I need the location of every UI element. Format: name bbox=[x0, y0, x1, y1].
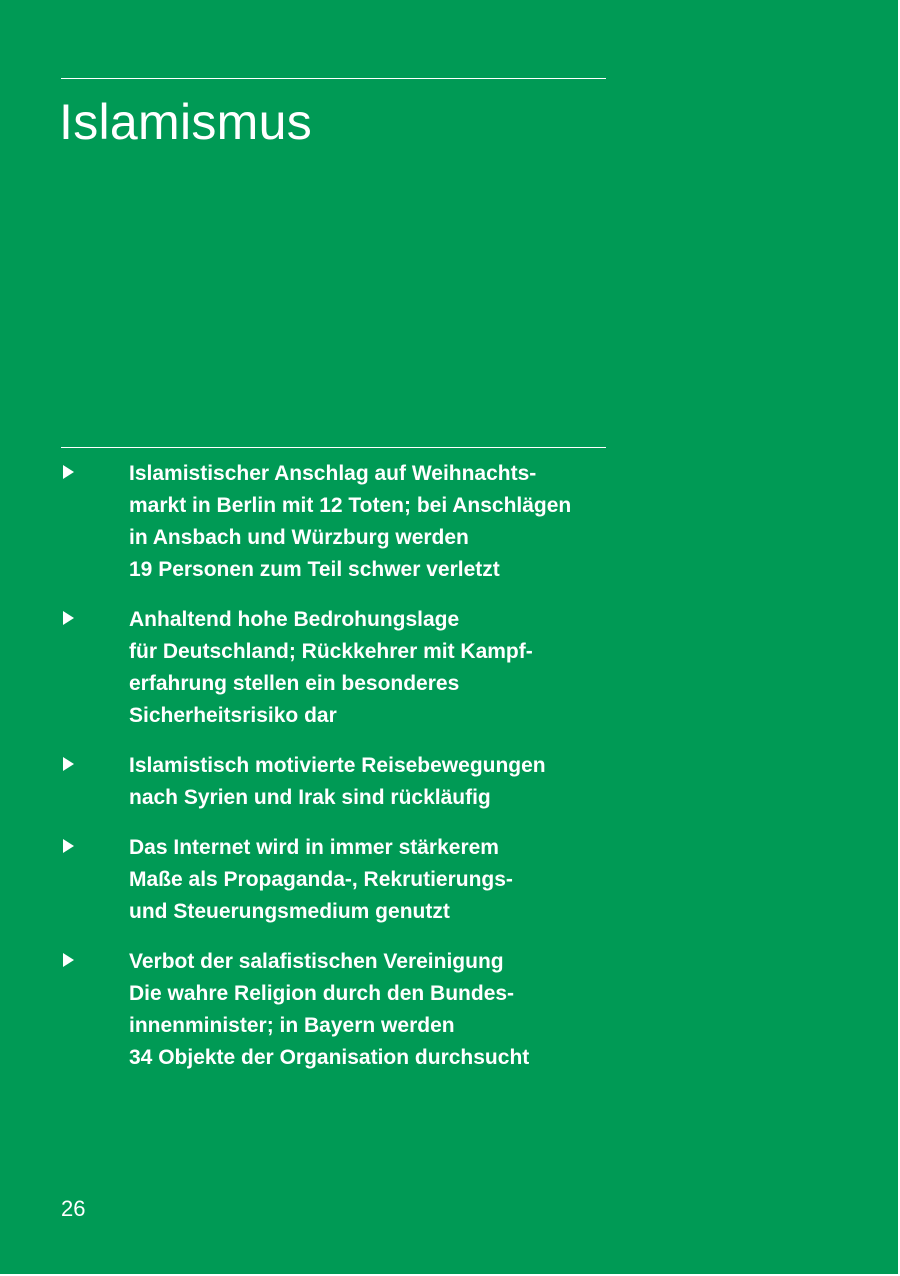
key-point bbox=[61, 750, 621, 814]
key-point-line: Islamistisch motivierte Reisebewegungen bbox=[129, 754, 546, 777]
key-point-line: innenminister; in Bayern werden bbox=[129, 1014, 455, 1037]
key-point-line: 19 Personen zum Teil schwer verletzt bbox=[129, 558, 500, 581]
triangle-bullet-icon bbox=[63, 757, 74, 771]
key-point bbox=[61, 458, 621, 586]
key-point-line: erfahrung stellen ein besonderes bbox=[129, 672, 460, 695]
key-point-line: Anhaltend hohe Bedrohungslage bbox=[129, 608, 460, 631]
page-title: Islamismus bbox=[59, 94, 313, 150]
key-point-line: 34 Objekte der Organisation durchsucht bbox=[129, 1046, 530, 1069]
key-point-line: Islamistischer Anschlag auf Weihnachts- bbox=[129, 462, 537, 485]
key-point-line: für Deutschland; Rückkehrer mit Kampf- bbox=[129, 640, 533, 663]
key-point bbox=[61, 946, 621, 1074]
key-point-line: Sicherheitsrisiko dar bbox=[129, 704, 337, 727]
key-points-divider bbox=[61, 447, 606, 448]
key-point-line: Verbot der salafistischen Vereinigung bbox=[129, 950, 504, 973]
key-point-line: Die wahre Religion durch den Bundes- bbox=[129, 982, 515, 1005]
triangle-bullet-icon bbox=[63, 953, 74, 967]
key-point-line: in Ansbach und Würzburg werden bbox=[129, 526, 469, 549]
triangle-bullet-icon bbox=[63, 611, 74, 625]
key-point-line: Das Internet wird in immer stärkerem bbox=[129, 836, 499, 859]
key-point-line: Maße als Propaganda-, Rekrutierungs- bbox=[129, 868, 513, 891]
key-point bbox=[61, 604, 621, 732]
key-point bbox=[61, 832, 621, 928]
triangle-bullet-icon bbox=[63, 465, 74, 479]
top-divider bbox=[61, 78, 606, 79]
key-point-line: nach Syrien und Irak sind rückläufig bbox=[129, 786, 491, 809]
key-point-line: und Steuerungsmedium genutzt bbox=[129, 900, 450, 923]
key-points-list bbox=[61, 458, 621, 1092]
key-point-line: markt in Berlin mit 12 Toten; bei Anschlägen bbox=[129, 494, 572, 517]
page-number: 26 bbox=[61, 1196, 86, 1221]
triangle-bullet-icon bbox=[63, 839, 74, 853]
